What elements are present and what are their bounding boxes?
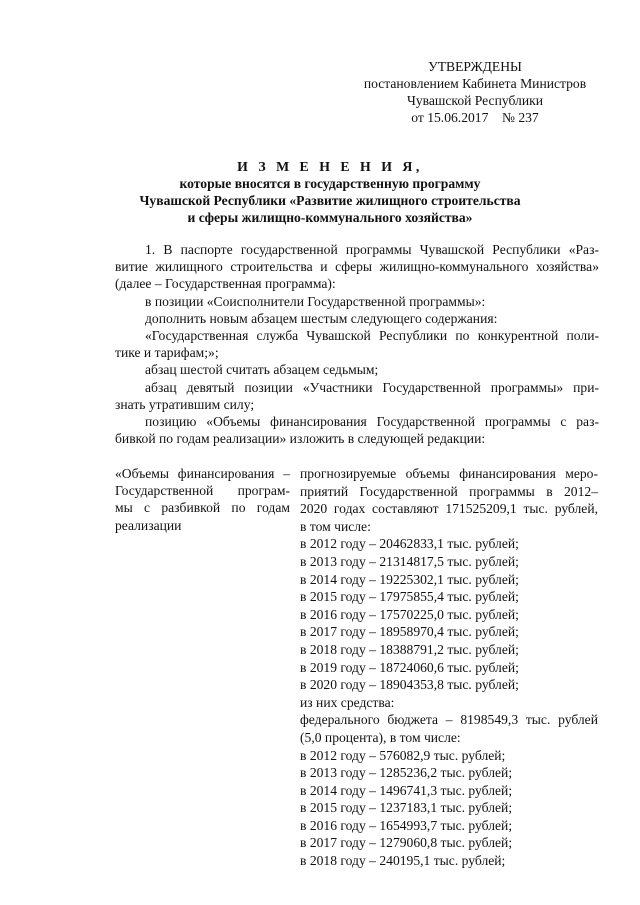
right-cell-line: в 2018 году – 18388791,2 тыс. рублей; [300, 641, 519, 657]
body-line-text: абзац девятый позиции «Участники Государственной программы» при- [145, 379, 599, 395]
body-line [115, 413, 599, 430]
right-cell-line: в 2016 году – 1654993,7 тыс. рублей; [300, 817, 513, 833]
right-cell-line: в 2016 году – 17570225,0 тыс. рублей; [300, 606, 519, 622]
body-line-text: позицию «Объемы финансирования Государственной программы с раз- [145, 414, 599, 430]
left-cell-line [115, 482, 290, 499]
approval-line: Чувашской Республики [407, 93, 543, 108]
body-line-text: «Государственная служба Чувашской Республики по конкурентной поли- [145, 328, 599, 344]
right-cell-text: федерального бюджета – 8198549,3 тыс. рублей [300, 712, 598, 728]
left-cell-line [115, 499, 290, 516]
approval-line: УТВЕРЖДЕНЫ [428, 59, 522, 74]
left-cell-line: реализации [115, 517, 182, 533]
body-line [115, 258, 599, 275]
right-cell-line: (5,0 процента), в том числе: [300, 729, 461, 745]
table-right-cell [300, 465, 598, 870]
body-line-text: 1. В паспорте государственной программы Чувашской Республики «Раз- [145, 242, 599, 257]
right-cell-line: в 2018 году – 240195,1 тыс. рублей; [300, 853, 506, 869]
table-left-cell [115, 465, 290, 534]
right-cell-text: приятий Государственной программы в 2012– [300, 483, 598, 499]
right-cell-line: в 2019 году – 18724060,6 тыс. рублей; [300, 659, 519, 675]
body-line: бивкой по годам реализации» изложить в следующей редакции: [115, 431, 486, 447]
right-cell-line: в 2020 году – 18904353,8 тыс. рублей; [300, 677, 519, 693]
body-paragraphs [115, 241, 599, 447]
right-cell-line: в 2013 году – 1285236,2 тыс. рублей; [300, 765, 513, 781]
right-cell-line: в том числе: [300, 518, 371, 534]
body-line: в позиции «Соисполнители Государственной программы»: [145, 293, 486, 309]
right-cell-line: в 2017 году – 1279060,8 тыс. рублей; [300, 835, 513, 851]
right-cell-line [300, 711, 598, 729]
approval-stamp [340, 58, 610, 126]
body-line [115, 241, 599, 258]
right-cell-line: в 2012 году – 576082,9 тыс. рублей; [300, 747, 506, 763]
right-cell-line: в 2014 году – 19225302,1 тыс. рублей; [300, 571, 519, 587]
approval-line: постановлением Кабинета Министров [363, 76, 587, 91]
right-cell-text: прогнозируемые объемы финансирования меро- [300, 466, 598, 481]
body-line: абзац шестой считать абзацем седьмым; [145, 362, 379, 378]
title-caption: И З М Е Н Е Н И Я, [237, 159, 423, 174]
right-cell-line: в 2015 году – 1237183,1 тыс. рублей; [300, 800, 513, 816]
body-line [115, 379, 599, 396]
right-cell-line: в 2015 году – 17975855,4 тыс. рублей; [300, 589, 519, 605]
body-line: знать утратившим силу; [115, 396, 255, 412]
body-line [115, 327, 599, 344]
left-cell-text: мы с разбивкой по годам [115, 500, 290, 516]
left-cell-line [115, 465, 290, 482]
right-cell-line [300, 500, 598, 518]
right-cell-line: в 2014 году – 1496741,3 тыс. рублей; [300, 782, 513, 798]
right-cell-text: 2020 годах составляют 171525209,1 тыс. рублей, [300, 501, 598, 517]
right-cell-line: в 2013 году – 21314817,5 тыс. рублей; [300, 553, 519, 569]
right-cell-line: из них средства: [300, 694, 395, 710]
body-line: (далее – Государственная программа): [115, 276, 336, 292]
body-line-text: витие жилищного строительства и сферы жилищно-коммунального хозяйства» [115, 259, 599, 275]
body-line: дополнить новым абзацем шестым следующего содержания: [145, 310, 498, 326]
title-line: и сферы жилищно-коммунального хозяйства» [187, 210, 473, 225]
left-cell-text: «Объемы финансирования – [115, 466, 290, 481]
document-title [60, 158, 600, 226]
approval-line: от 15.06.2017 № 237 [411, 110, 539, 125]
body-line: тике и тарифам;»; [115, 345, 219, 361]
right-cell-line [300, 465, 598, 483]
title-line: которые вносятся в государственную программу [179, 176, 481, 191]
right-cell-line: в 2012 году – 20462833,1 тыс. рублей; [300, 536, 519, 552]
left-cell-text: Государственной програм- [115, 483, 290, 499]
right-cell-line: в 2017 году – 18958970,4 тыс. рублей; [300, 624, 519, 640]
title-line: Чувашской Республики «Развитие жилищного строительства [139, 193, 521, 208]
right-cell-line [300, 483, 598, 501]
